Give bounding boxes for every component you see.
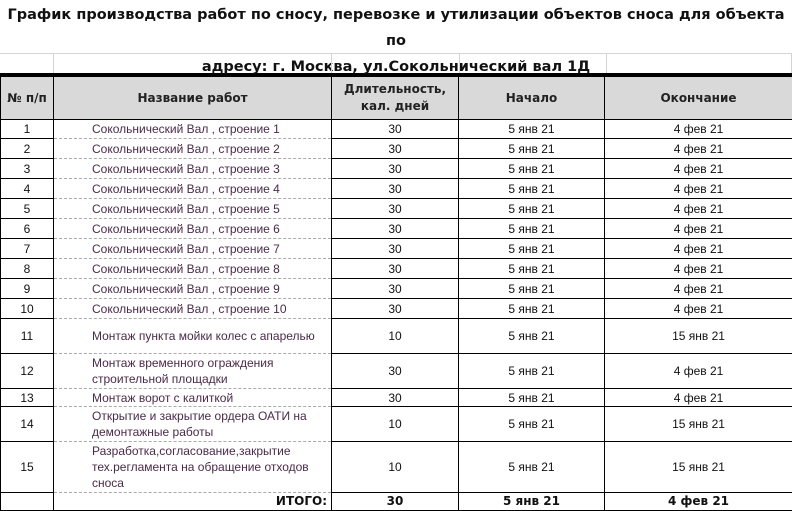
table-row: [1, 279, 792, 299]
end-date: 4 фев 21: [605, 389, 792, 407]
work-name: Разработка,согласование,закрытие тех.регламента на обращение отходов сноса: [54, 442, 332, 493]
start-date: 5 янв 21: [459, 239, 605, 259]
col-start: Начало: [459, 77, 605, 120]
duration: 30: [332, 219, 459, 239]
table-row: [1, 319, 792, 354]
start-date: 5 янв 21: [459, 120, 605, 139]
work-name: Монтаж пункта мойки колес с апарелью: [54, 319, 332, 354]
duration: 30: [332, 299, 459, 319]
table-row: [1, 354, 792, 389]
row-number: 2: [1, 139, 54, 159]
title-line-2: адресу: г. Москва, ул.Сокольнический вал 1Д: [201, 59, 591, 75]
start-date: 5 янв 21: [459, 179, 605, 199]
total-start: 5 янв 21: [459, 493, 605, 511]
end-date: 4 фев 21: [605, 279, 792, 299]
col-duration: Длительность, кал. дней: [332, 77, 459, 120]
end-date: 4 фев 21: [605, 299, 792, 319]
col-name: Название работ: [54, 77, 332, 120]
end-date: 4 фев 21: [605, 139, 792, 159]
end-date: 15 янв 21: [605, 407, 792, 442]
table-row: [1, 120, 792, 139]
total-row: [1, 493, 792, 511]
row-number: 5: [1, 199, 54, 219]
end-date: 4 фев 21: [605, 120, 792, 139]
start-date: 5 янв 21: [459, 159, 605, 179]
work-name: Сокольнический Вал , строение 9: [54, 279, 332, 299]
duration: 30: [332, 139, 459, 159]
work-name: Сокольнический Вал , строение 6: [54, 219, 332, 239]
row-number: 9: [1, 279, 54, 299]
duration: 30: [332, 199, 459, 219]
start-date: 5 янв 21: [459, 279, 605, 299]
row-number: 11: [1, 319, 54, 354]
end-date: 4 фев 21: [605, 259, 792, 279]
table-row: [1, 159, 792, 179]
start-date: 5 янв 21: [459, 299, 605, 319]
work-name: Сокольнический Вал , строение 1: [54, 120, 332, 139]
end-date: 4 фев 21: [605, 179, 792, 199]
duration: 30: [332, 279, 459, 299]
page-title: [0, 0, 792, 75]
duration: 10: [332, 442, 459, 493]
col-number: № п/п: [1, 77, 54, 120]
row-number: 14: [1, 407, 54, 442]
row-number: 4: [1, 179, 54, 199]
table-row: [1, 442, 792, 493]
table-row: [1, 239, 792, 259]
duration: 30: [332, 389, 459, 407]
table-row: [1, 407, 792, 442]
work-name: Монтаж ворот с калиткой: [54, 389, 332, 407]
end-date: 15 янв 21: [605, 442, 792, 493]
end-date: 4 фев 21: [605, 354, 792, 389]
end-date: 4 фев 21: [605, 219, 792, 239]
end-date: 4 фев 21: [605, 199, 792, 219]
duration: 30: [332, 239, 459, 259]
duration: 30: [332, 259, 459, 279]
total-blank: [1, 493, 54, 511]
work-name: Сокольнический Вал , строение 2: [54, 139, 332, 159]
duration: 10: [332, 319, 459, 354]
start-date: 5 янв 21: [459, 319, 605, 354]
duration: 30: [332, 179, 459, 199]
blank-row: [0, 54, 792, 76]
start-date: 5 янв 21: [459, 199, 605, 219]
total-duration: 30: [332, 493, 459, 511]
start-date: 5 янв 21: [459, 354, 605, 389]
row-number: 13: [1, 389, 54, 407]
row-number: 6: [1, 219, 54, 239]
header-row: [1, 77, 792, 120]
schedule-table: [0, 76, 792, 511]
end-date: 15 янв 21: [605, 319, 792, 354]
duration: 30: [332, 120, 459, 139]
table-row: [1, 389, 792, 407]
total-label: ИТОГО:: [54, 493, 332, 511]
table-row: [1, 139, 792, 159]
start-date: 5 янв 21: [459, 139, 605, 159]
work-name: Сокольнический Вал , строение 3: [54, 159, 332, 179]
table-row: [1, 259, 792, 279]
title-line-1: График производства работ по сносу, перевозке и утилизации объектов сноса для объекта по: [7, 7, 785, 49]
row-number: 8: [1, 259, 54, 279]
work-name: Сокольнический Вал , строение 8: [54, 259, 332, 279]
end-date: 4 фев 21: [605, 159, 792, 179]
work-name: Сокольнический Вал , строение 7: [54, 239, 332, 259]
table-row: [1, 219, 792, 239]
row-number: 12: [1, 354, 54, 389]
col-end: Окончание: [605, 77, 792, 120]
work-name: Сокольнический Вал , строение 5: [54, 199, 332, 219]
table-row: [1, 179, 792, 199]
table-row: [1, 199, 792, 219]
work-name: Открытие и закрытие ордера ОАТИ на демонтажные работы: [54, 407, 332, 442]
start-date: 5 янв 21: [459, 389, 605, 407]
end-date: 4 фев 21: [605, 239, 792, 259]
row-number: 15: [1, 442, 54, 493]
start-date: 5 янв 21: [459, 219, 605, 239]
duration: 30: [332, 354, 459, 389]
row-number: 7: [1, 239, 54, 259]
duration: 10: [332, 407, 459, 442]
work-name: Монтаж временного ограждения строительной площадки: [54, 354, 332, 389]
start-date: 5 янв 21: [459, 442, 605, 493]
start-date: 5 янв 21: [459, 259, 605, 279]
table-row: [1, 299, 792, 319]
duration: 30: [332, 159, 459, 179]
row-number: 10: [1, 299, 54, 319]
work-name: Сокольнический Вал , строение 4: [54, 179, 332, 199]
row-number: 3: [1, 159, 54, 179]
total-end: 4 фев 21: [605, 493, 792, 511]
work-name: Сокольнический Вал , строение 10: [54, 299, 332, 319]
start-date: 5 янв 21: [459, 407, 605, 442]
row-number: 1: [1, 120, 54, 139]
